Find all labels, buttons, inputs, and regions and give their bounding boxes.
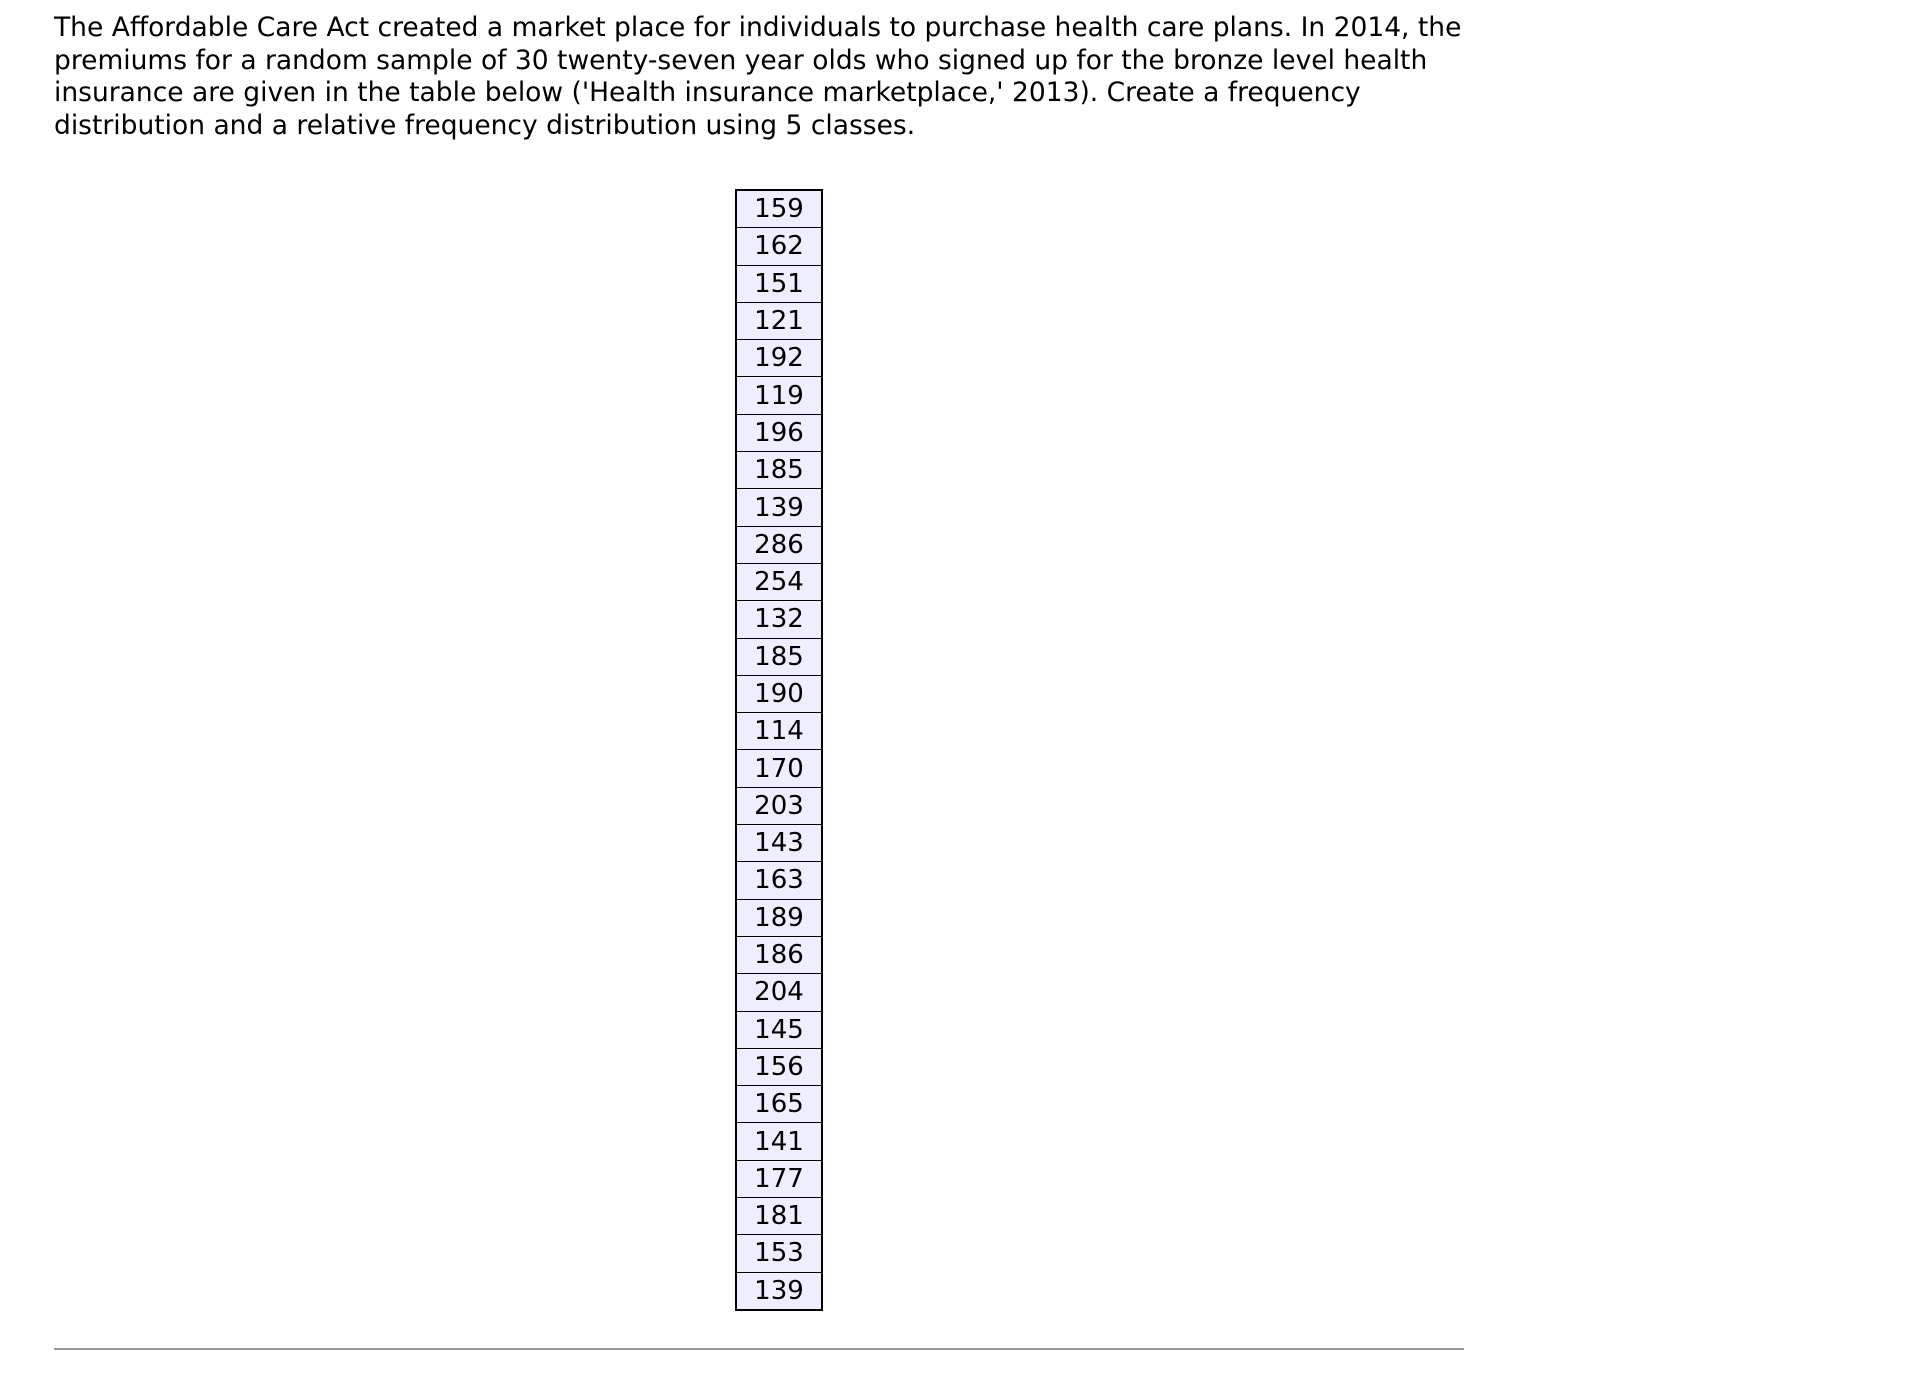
premium-cell: 204 [736, 974, 822, 1011]
premium-cell: 151 [736, 265, 822, 302]
table-row [736, 601, 822, 638]
table-row [736, 1160, 822, 1197]
premium-cell: 177 [736, 1160, 822, 1197]
premium-cell: 139 [736, 489, 822, 526]
premium-cell: 162 [736, 228, 822, 265]
problem-statement: The Affordable Care Act created a market place for individuals to purchase health care plans. In 2014, the premiums for a random sample of 30 twenty-seven year olds who signed up for the bronze level health insurance are given in the table below ('Health insurance marketplace,' 2013). Create a frequency distribution and a relative frequency distribution using 5 classes. [54, 12, 1462, 141]
table-row [736, 1235, 822, 1272]
premium-cell: 189 [736, 899, 822, 936]
table-row [736, 228, 822, 265]
premium-cell: 153 [736, 1235, 822, 1272]
table-row [736, 1272, 822, 1310]
table-row [736, 936, 822, 973]
table-row [736, 825, 822, 862]
table-row [736, 750, 822, 787]
table-row [736, 452, 822, 489]
premium-cell: 132 [736, 601, 822, 638]
table-row [736, 265, 822, 302]
table-row [736, 1086, 822, 1123]
premium-cell: 170 [736, 750, 822, 787]
premium-cell: 165 [736, 1086, 822, 1123]
premium-cell: 119 [736, 377, 822, 414]
table-row [736, 302, 822, 339]
premium-cell: 185 [736, 638, 822, 675]
table-row [736, 713, 822, 750]
premium-cell: 139 [736, 1272, 822, 1310]
premiums-table [735, 189, 823, 1311]
premium-cell: 254 [736, 563, 822, 600]
horizontal-divider [54, 1348, 1464, 1350]
table-row [736, 675, 822, 712]
table-row [736, 377, 822, 414]
premium-cell: 190 [736, 675, 822, 712]
table-row [736, 190, 822, 228]
premium-cell: 156 [736, 1048, 822, 1085]
table-row [736, 1048, 822, 1085]
table-row [736, 414, 822, 451]
premium-cell: 145 [736, 1011, 822, 1048]
table-row [736, 1011, 822, 1048]
premium-cell: 181 [736, 1198, 822, 1235]
table-row [736, 563, 822, 600]
premium-cell: 186 [736, 936, 822, 973]
table-row [736, 974, 822, 1011]
premium-cell: 203 [736, 787, 822, 824]
table-row [736, 638, 822, 675]
table-row [736, 862, 822, 899]
premium-cell: 185 [736, 452, 822, 489]
table-row [736, 1198, 822, 1235]
premium-cell: 114 [736, 713, 822, 750]
table-row [736, 787, 822, 824]
table-row [736, 1123, 822, 1160]
premium-cell: 192 [736, 340, 822, 377]
premium-cell: 143 [736, 825, 822, 862]
premium-cell: 159 [736, 190, 822, 228]
table-row [736, 489, 822, 526]
premium-cell: 286 [736, 526, 822, 563]
premium-cell: 141 [736, 1123, 822, 1160]
table-row [736, 899, 822, 936]
table-row [736, 340, 822, 377]
premium-cell: 121 [736, 302, 822, 339]
premium-cell: 196 [736, 414, 822, 451]
premium-cell: 163 [736, 862, 822, 899]
table-row [736, 526, 822, 563]
